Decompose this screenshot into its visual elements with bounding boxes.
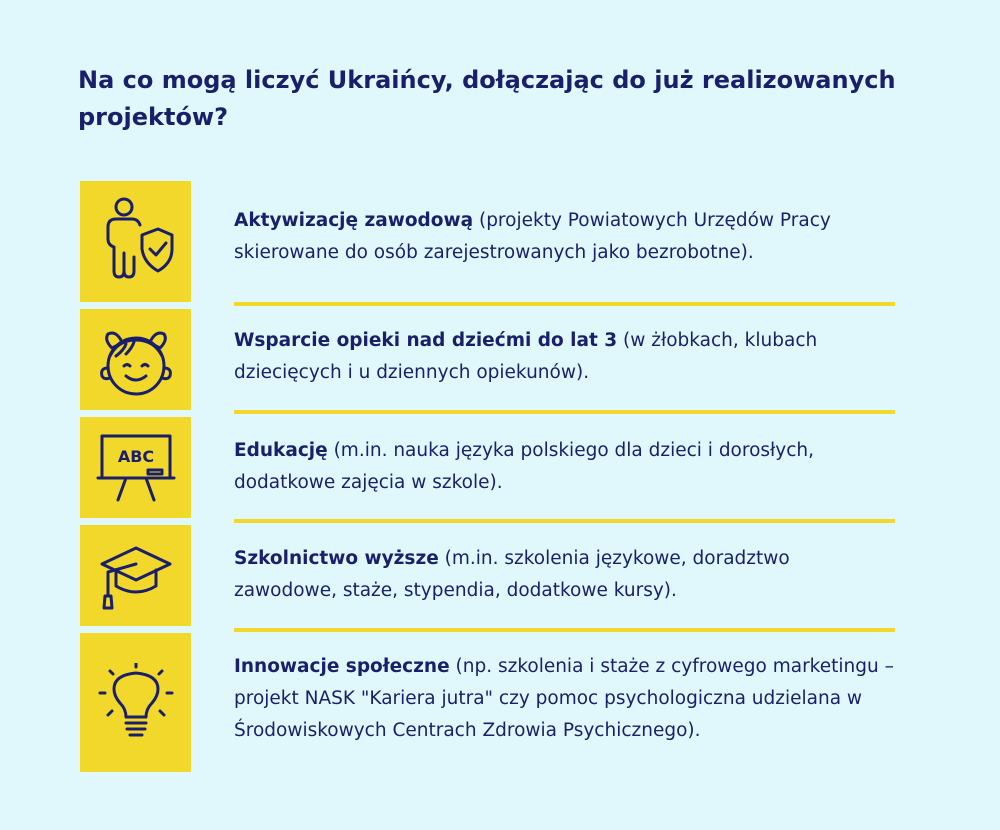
item-bold-label: Szkolnictwo wyższe xyxy=(234,548,439,569)
item-text xyxy=(234,543,894,607)
lightbulb-icon xyxy=(96,663,176,743)
icon-tile xyxy=(80,417,191,518)
item-description: (m.in. szkolenia językowe, doradztwo zawodowe, staże, stypendia, dodatkowe kursy). xyxy=(234,548,790,601)
person-shield-icon xyxy=(96,197,176,287)
page-title: Na co mogą liczyć Ukraińcy, dołączając do już realizowanych projektów? xyxy=(78,66,896,131)
item-bold-label: Wsparcie opieki nad dziećmi do lat 3 xyxy=(234,330,618,351)
list-item-childcare xyxy=(80,309,895,410)
divider xyxy=(234,628,895,632)
list-item-education xyxy=(80,417,895,518)
item-bold-label: Edukację xyxy=(234,440,328,461)
divider xyxy=(234,519,895,523)
item-text xyxy=(234,435,894,499)
icon-tile xyxy=(80,633,191,772)
item-bold-label: Aktywizację zawodową xyxy=(234,210,474,231)
item-description: (np. szkolenia i staże z cyfrowego marketingu – projekt NASK "Kariera jutra" czy pomoc psychologiczna udzielana w Środowiskowych Centrach Zdrowia Psychicznego). xyxy=(234,656,894,741)
icon-tile xyxy=(80,181,191,302)
item-text xyxy=(234,325,894,389)
item-description: (projekty Powiatowych Urzędów Pracy skierowane do osób zarejestrowanych jako bezrobotne). xyxy=(234,210,831,263)
list-item-higher-education xyxy=(80,525,895,626)
list-item-social-innovation xyxy=(80,633,895,772)
divider xyxy=(234,410,895,414)
list-item-activation xyxy=(80,181,895,302)
icon-tile xyxy=(80,309,191,410)
item-description: (m.in. nauka języka polskiego dla dzieci i dorosłych, dodatkowe zajęcia w szkole). xyxy=(234,440,815,493)
item-description: (w żłobkach, klubach dziecięcych i u dziennych opiekunów). xyxy=(234,330,818,383)
graduation-cap-icon xyxy=(96,538,176,614)
item-text xyxy=(234,205,894,269)
item-bold-label: Innowacje społeczne xyxy=(234,656,450,677)
blackboard-label: ABC xyxy=(117,446,154,466)
divider xyxy=(234,302,895,306)
child-face-icon xyxy=(96,322,176,398)
blackboard-abc-icon xyxy=(96,432,176,504)
item-text xyxy=(234,651,894,747)
icon-tile xyxy=(80,525,191,626)
